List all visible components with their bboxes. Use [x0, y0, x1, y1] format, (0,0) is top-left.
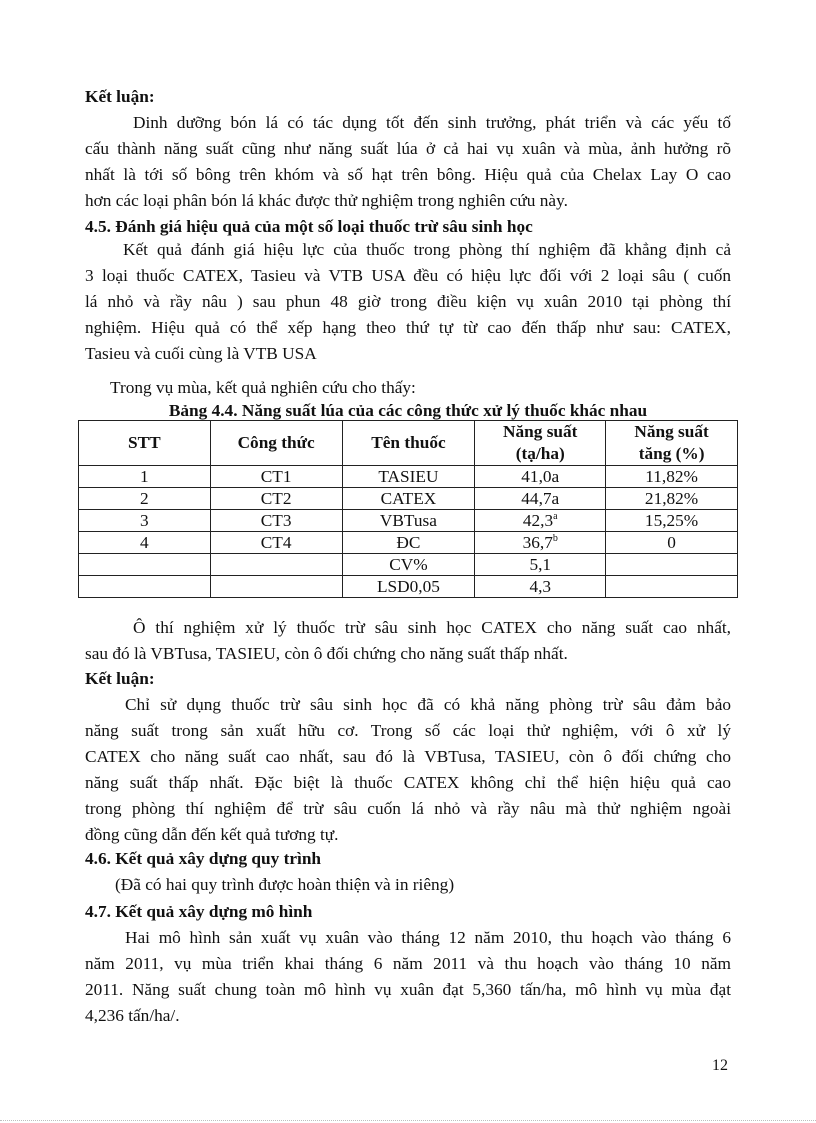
header-increase: [606, 421, 738, 466]
cell-increase: [606, 576, 738, 598]
cell-drug: VBTusa: [342, 510, 475, 532]
header-stt: STT: [79, 421, 211, 466]
cell-formula: CT4: [210, 532, 342, 554]
page-number: 12: [712, 1057, 728, 1074]
yield-value: 36,7: [522, 533, 553, 552]
summer-intro-text: Trong vụ mùa, kết quả nghiên cứu cho thấy:: [110, 378, 416, 397]
paragraph-line: năng suất trong sản xuất hữu cơ. Trong số các loại thử nghiệm, với ô xử lý: [85, 721, 731, 740]
paragraph-line: năm 2011, vụ mùa triển khai tháng 6 năm 2011 và thu hoạch vào tháng 10 năm: [85, 954, 731, 973]
section-4-7-paragraph: [85, 925, 731, 1029]
cell-drug: ĐC: [342, 532, 475, 554]
paragraph-line: sau đó là VBTusa, TASIEU, còn ô đối chứng cho năng suất thấp nhất.: [85, 644, 568, 663]
cell-yield: [475, 466, 606, 488]
header-yield: [475, 421, 606, 466]
table-row: [79, 532, 738, 554]
footer-divider: [0, 1120, 816, 1121]
cell-stt: [79, 554, 211, 576]
cell-yield: [475, 510, 606, 532]
conclusion-paragraph-1: [85, 110, 731, 214]
header-drug: Tên thuốc: [342, 421, 475, 466]
yield-value: 5,1: [529, 555, 552, 574]
paragraph-line: Hai mô hình sản xuất vụ xuân vào tháng 12 năm 2010, thu hoạch vào tháng 6: [125, 928, 731, 947]
paragraph-line: trong phòng thí nghiệm để trừ sâu cuốn lá nhỏ và rầy nâu mà thử nghiệm ngoài: [85, 799, 731, 818]
cell-formula: CT2: [210, 488, 342, 510]
cell-yield: [475, 532, 606, 554]
table-row: [79, 466, 738, 488]
yield-value: 42,3: [522, 511, 554, 530]
table-header-row: [79, 421, 738, 466]
yield-value: 44,7a: [521, 489, 560, 508]
paragraph-line: 3 loại thuốc CATEX, Tasieu và VTB USA đều có hiệu lực đối với 2 loại sâu ( cuốn: [85, 266, 731, 285]
cell-yield: [475, 488, 606, 510]
header-increase-line1: Năng suất: [634, 422, 709, 441]
paragraph-line: nghiệm. Hiệu quả có thể xếp hạng theo thứ tự từ cao đến thấp như sau: CATEX,: [85, 318, 731, 337]
cell-yield: [475, 576, 606, 598]
cell-yield: [475, 554, 606, 576]
conclusion-paragraph-2: [85, 692, 731, 848]
cell-stt: 2: [79, 488, 211, 510]
cell-formula: CT3: [210, 510, 342, 532]
yield-table: [78, 420, 738, 598]
cell-stt: 1: [79, 466, 211, 488]
header-increase-line2: tăng (%): [638, 444, 705, 463]
yield-value: 4,3: [529, 577, 552, 596]
paragraph-line: 4,236 tấn/ha/.: [85, 1006, 180, 1025]
paragraph-line: lá nhỏ và rầy nâu ) sau phun 48 giờ trong điều kiện vụ xuân 2010 tại phòng thí: [85, 292, 731, 311]
cell-increase: 11,82%: [606, 466, 738, 488]
section-4-5-paragraph: [85, 237, 731, 367]
paragraph-line: 2011. Năng suất chung toàn mô hình vụ xuân đạt 5,360 tấn/ha, mô hình vụ mùa đạt: [85, 980, 731, 999]
header-yield-line1: Năng suất: [503, 422, 578, 441]
paragraph-line: CATEX cho năng suất cao nhất, sau đó là VBTusa, TASIEU, còn ô đối chứng cho: [85, 747, 731, 766]
cell-stt: 4: [79, 532, 211, 554]
paragraph-line: đồng cũng dẫn đến kết quả tương tự.: [85, 825, 339, 844]
paragraph-line: Ô thí nghiệm xử lý thuốc trừ sâu sinh học CATEX cho năng suất cao nhất,: [133, 618, 731, 637]
paragraph-line: năng suất thấp nhất. Đặc biệt là thuốc CATEX không chỉ thể hiện hiệu quả cao: [85, 773, 731, 792]
cell-drug: CV%: [342, 554, 475, 576]
after-table-paragraph: [85, 615, 731, 667]
cell-stt: 3: [79, 510, 211, 532]
table-row: [79, 488, 738, 510]
paragraph-line: Dinh dưỡng bón lá có tác dụng tốt đến sinh trưởng, phát triển và các yếu tố: [133, 113, 731, 132]
cell-increase: 0: [606, 532, 738, 554]
cell-increase: 21,82%: [606, 488, 738, 510]
section-4-6-note: (Đã có hai quy trình được hoàn thiện và in riêng): [115, 875, 455, 894]
paragraph-line: nhất là tới số bông trên khóm và số hạt trên bông. Hiệu quả của Chelax Lay O cao: [85, 165, 731, 184]
table-row: [79, 554, 738, 576]
yield-superscript: b: [552, 533, 558, 545]
yield-value: 41,0a: [521, 467, 560, 486]
table-row: [79, 576, 738, 598]
cell-increase: 15,25%: [606, 510, 738, 532]
conclusion-heading-2: Kết luận:: [85, 669, 155, 688]
table-row: [79, 510, 738, 532]
cell-drug: LSD0,05: [342, 576, 475, 598]
cell-drug: CATEX: [342, 488, 475, 510]
cell-drug: TASIEU: [342, 466, 475, 488]
cell-formula: CT1: [210, 466, 342, 488]
paragraph-line: cấu thành năng suất cũng như năng suất lúa ở cả hai vụ xuân và mùa, ảnh hưởng rõ: [85, 139, 731, 158]
header-yield-line2: (tạ/ha): [515, 444, 565, 463]
section-heading-4-7: 4.7. Kết quả xây dựng mô hình: [85, 902, 313, 921]
cell-formula: [210, 576, 342, 598]
header-formula: Công thức: [210, 421, 342, 466]
cell-formula: [210, 554, 342, 576]
section-heading-4-6: 4.6. Kết quả xây dựng quy trình: [85, 849, 322, 868]
yield-superscript: a: [553, 511, 558, 523]
paragraph-line: Kết quả đánh giá hiệu lực của thuốc trong phòng thí nghiệm đã khẳng định cả: [123, 240, 731, 259]
cell-increase: [606, 554, 738, 576]
paragraph-line: hơn các loại phân bón lá khác được thử nghiệm trong nghiên cứu này.: [85, 191, 568, 210]
section-heading-4-5: 4.5. Đánh giá hiệu quả của một số loại thuốc trừ sâu sinh học: [85, 217, 533, 236]
paragraph-line: Chỉ sử dụng thuốc trừ sâu sinh học đã có khả năng phòng trừ sâu đảm bảo: [125, 695, 731, 714]
conclusion-heading-1: Kết luận:: [85, 87, 155, 106]
table-caption: Bảng 4.4. Năng suất lúa của các công thức xử lý thuốc khác nhau: [168, 401, 648, 420]
paragraph-line: Tasieu và cuối cùng là VTB USA: [85, 344, 317, 363]
cell-stt: [79, 576, 211, 598]
